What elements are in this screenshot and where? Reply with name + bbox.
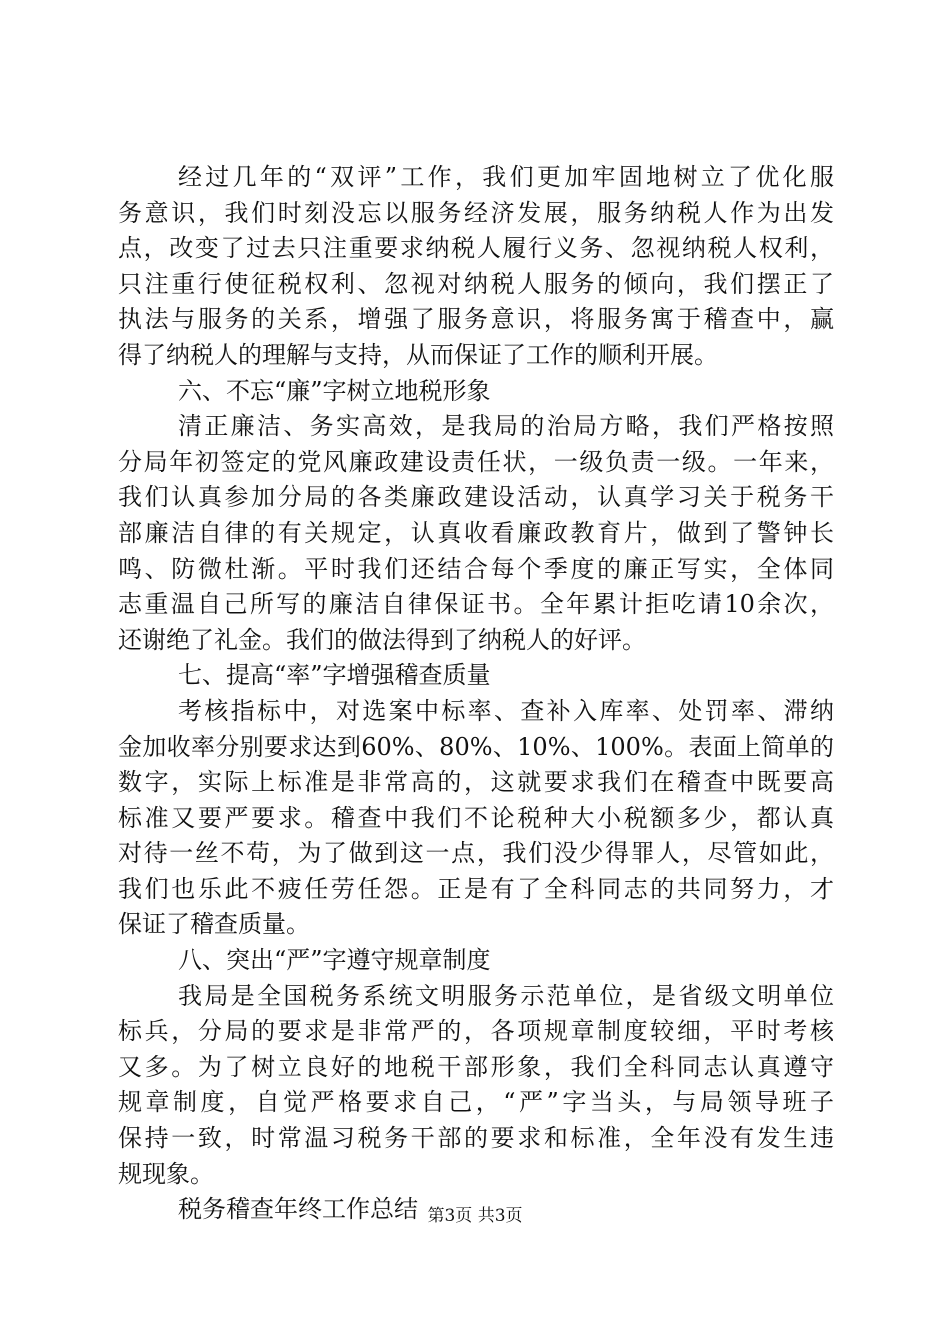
text-line: 保持一致，时常温习税务干部的要求和标准，全年没有发生违 — [118, 1124, 834, 1153]
section-heading-7: 七、提高“率”字增强稽查质量 — [178, 661, 491, 690]
text-line: 还谢绝了礼金。我们的做法得到了纳税人的好评。 — [118, 625, 646, 654]
text-line: 数字，实际上标准是非常高的，这就要求我们在稽查中既要高 — [118, 768, 834, 797]
document-title-line: 税务稽查年终工作总结 — [178, 1195, 418, 1224]
text-line: 规现象。 — [118, 1159, 214, 1188]
text-line: 鸣、防微杜渐。平时我们还结合每个季度的廉正写实，全体同 — [118, 554, 834, 583]
text-line: 对待一丝不苟，为了做到这一点，我们没少得罪人，尽管如此， — [118, 839, 834, 868]
text-line: 我局是全国税务系统文明服务示范单位，是省级文明单位 — [178, 981, 834, 1010]
text-line: 我们也乐此不疲任劳任怨。正是有了全科同志的共同努力，才 — [118, 874, 834, 903]
text-line: 又多。为了树立良好的地税干部形象，我们全科同志认真遵守 — [118, 1052, 834, 1081]
text-line: 务意识，我们时刻没忘以服务经济发展，服务纳税人作为出发 — [118, 198, 834, 227]
text-line: 保证了稽查质量。 — [118, 910, 310, 939]
section-heading-8: 八、突出“严”字遵守规章制度 — [178, 946, 491, 975]
text-line: 清正廉洁、务实高效，是我局的治局方略，我们严格按照 — [178, 412, 834, 441]
text-line: 分局年初签定的党风廉政建设责任状，一级负责一级。一年来， — [118, 447, 834, 476]
text-line: 金加收率分别要求达到60%、80%、10%、100%。表面上简单的 — [118, 732, 834, 761]
text-line: 部廉洁自律的有关规定，认真收看廉政教育片，做到了警钟长 — [118, 518, 834, 547]
text-line: 我们认真参加分局的各类廉政建设活动，认真学习关于税务干 — [118, 483, 834, 512]
text-line: 点，改变了过去只注重要求纳税人履行义务、忽视纳税人权利， — [118, 234, 834, 263]
text-line: 经过几年的“双评”工作，我们更加牢固地树立了优化服 — [178, 163, 834, 191]
text-line: 规章制度，自觉严格要求自己，“严”字当头，与局领导班子 — [118, 1088, 834, 1117]
text-line: 标兵，分局的要求是非常严的，各项规章制度较细，平时考核 — [118, 1017, 834, 1046]
text-line: 只注重行使征税权利、忽视对纳税人服务的倾向，我们摆正了 — [118, 269, 834, 298]
text-line: 执法与服务的关系，增强了服务意识，将服务寓于稽查中，赢 — [118, 305, 834, 334]
document-body — [118, 160, 834, 1228]
section-heading-6: 六、不忘“廉”字树立地税形象 — [178, 376, 491, 405]
text-line: 考核指标中，对选案中标率、查补入库率、处罚率、滞纳 — [178, 696, 834, 725]
text-line: 志重温自己所写的廉洁自律保证书。全年累计拒吃请10余次， — [118, 590, 834, 619]
text-line: 标准又要严要求。稽查中我们不论税种大小税额多少，都认真 — [118, 803, 834, 832]
page-footer: 第3页 共3页 — [427, 1206, 523, 1226]
text-line: 得了纳税人的理解与支持，从而保证了工作的顺利开展。 — [118, 340, 718, 369]
